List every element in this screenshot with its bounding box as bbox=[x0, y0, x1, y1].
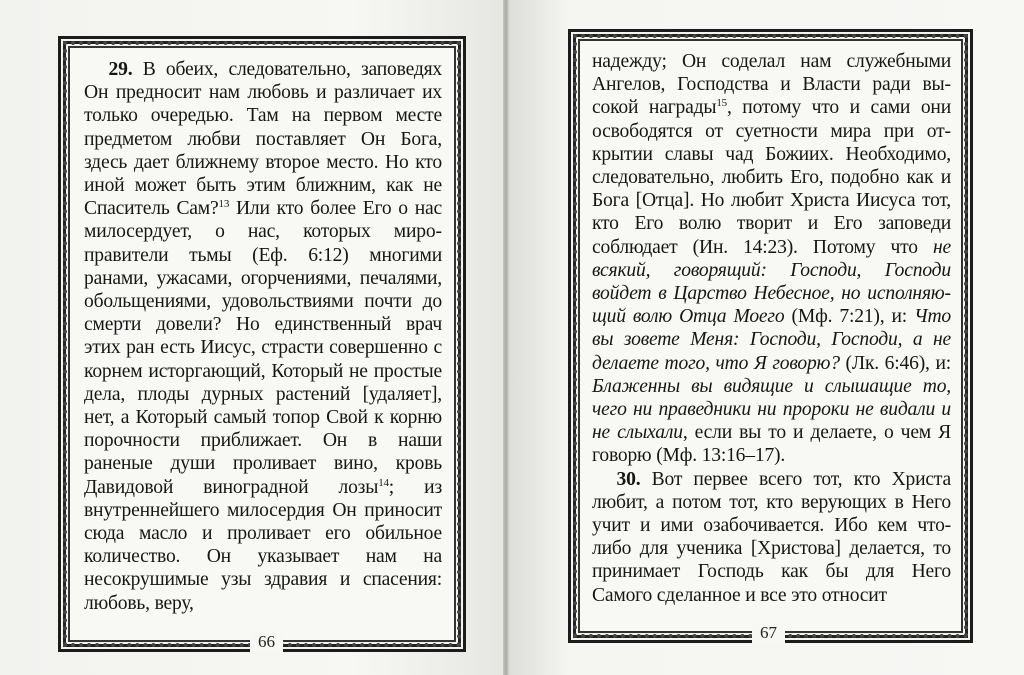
footnote-ref: 15 bbox=[716, 97, 727, 110]
page-number: 67 bbox=[752, 623, 785, 643]
paragraph-number: 29. bbox=[108, 59, 133, 80]
left-page-text bbox=[84, 58, 442, 615]
paragraph-text: , если вы то и делаете, о чем Я говорю (Мф. 13:16–17). bbox=[592, 422, 951, 467]
scripture-quote: Блаженны вы видящие и слышащие то, чего ни праведники ни пророки не видали и не слыхали bbox=[592, 375, 951, 444]
paragraph-text: надежду; Он соделал нам служебными Ангелов, Господства и Власти ради высокой награды bbox=[592, 51, 951, 119]
paragraph-text: , потому что и сами они освободятся от суетности мира при открытии славы чад Божиих. Необходимо, следовательно, любить Его, подобно как и Бога [Отца]. Но любит Христа Иисуса тот, кто Его волю творит и Его заповеди соблюдает (Ин. 14:23). Потому что bbox=[592, 97, 951, 258]
scripture-reference: (Лк. 6:46), и: bbox=[839, 352, 951, 374]
scripture-quote: не всякий, говорящий: Господи, Господи войдет в Царство Небесное, но исполняющий волю Отца Моего bbox=[592, 236, 951, 328]
paragraph-30 bbox=[592, 468, 951, 607]
paragraph-29 bbox=[84, 58, 442, 615]
right-page-text bbox=[592, 50, 951, 607]
book-gutter bbox=[503, 0, 509, 675]
paragraph-number: 30. bbox=[616, 468, 641, 490]
scripture-quote: Что вы зовете Меня: Господи, Господи, а не делаете того, что Я говорю? bbox=[592, 306, 951, 374]
paragraph-text: ; из внутреннейшего милосердия Он приносит сюда масло и проливает его обильное количество. Он указывает нам на несокрушимые узы здравия и спасения: любовь, веру, bbox=[84, 476, 442, 614]
footnote-ref: 13 bbox=[218, 198, 230, 211]
paragraph-text: Вот первее всего тот, кто Христа любит, а потом тот, кто верующих в Него учит и ими озабочивается. Ибо кем что-либо для ученика [Христова] делается, то принимает Господь как бы для Него Самого сделанное и все это относит bbox=[592, 468, 951, 606]
page-number: 66 bbox=[250, 632, 283, 652]
paragraph-continued bbox=[592, 50, 951, 468]
footnote-ref: 14 bbox=[378, 476, 389, 489]
paragraph-text: В обеих, следовательно, заповедях Он предносит нам любовь и различает их только очередью. Там на первом месте предметом любви поставляет Он Бога, здесь дает ближнему второе место. Но кто иной может быть этим ближним, как не Спаситель Сам? bbox=[84, 59, 442, 220]
scripture-reference: (Мф. 7:21), и: bbox=[784, 306, 915, 328]
paragraph-text: Или кто более Его о нас милосердует, о нас, которых мироправители тьмы (Еф. 6:12) многими ранами, ужасами, огорчениями, печалями, обольщениями, удовольствиями почти до смерти довели? Но единственный врач этих ран есть Иисус, страсти совершенно с корнем исторгающий, Который не простые дела, плоды дурных растений [удаляет], нет, а Который самый топор Свой к корню порочности приближает. Он в наши раненые души проливает вино, кровь Давидовой виноградной лозы bbox=[84, 198, 442, 498]
